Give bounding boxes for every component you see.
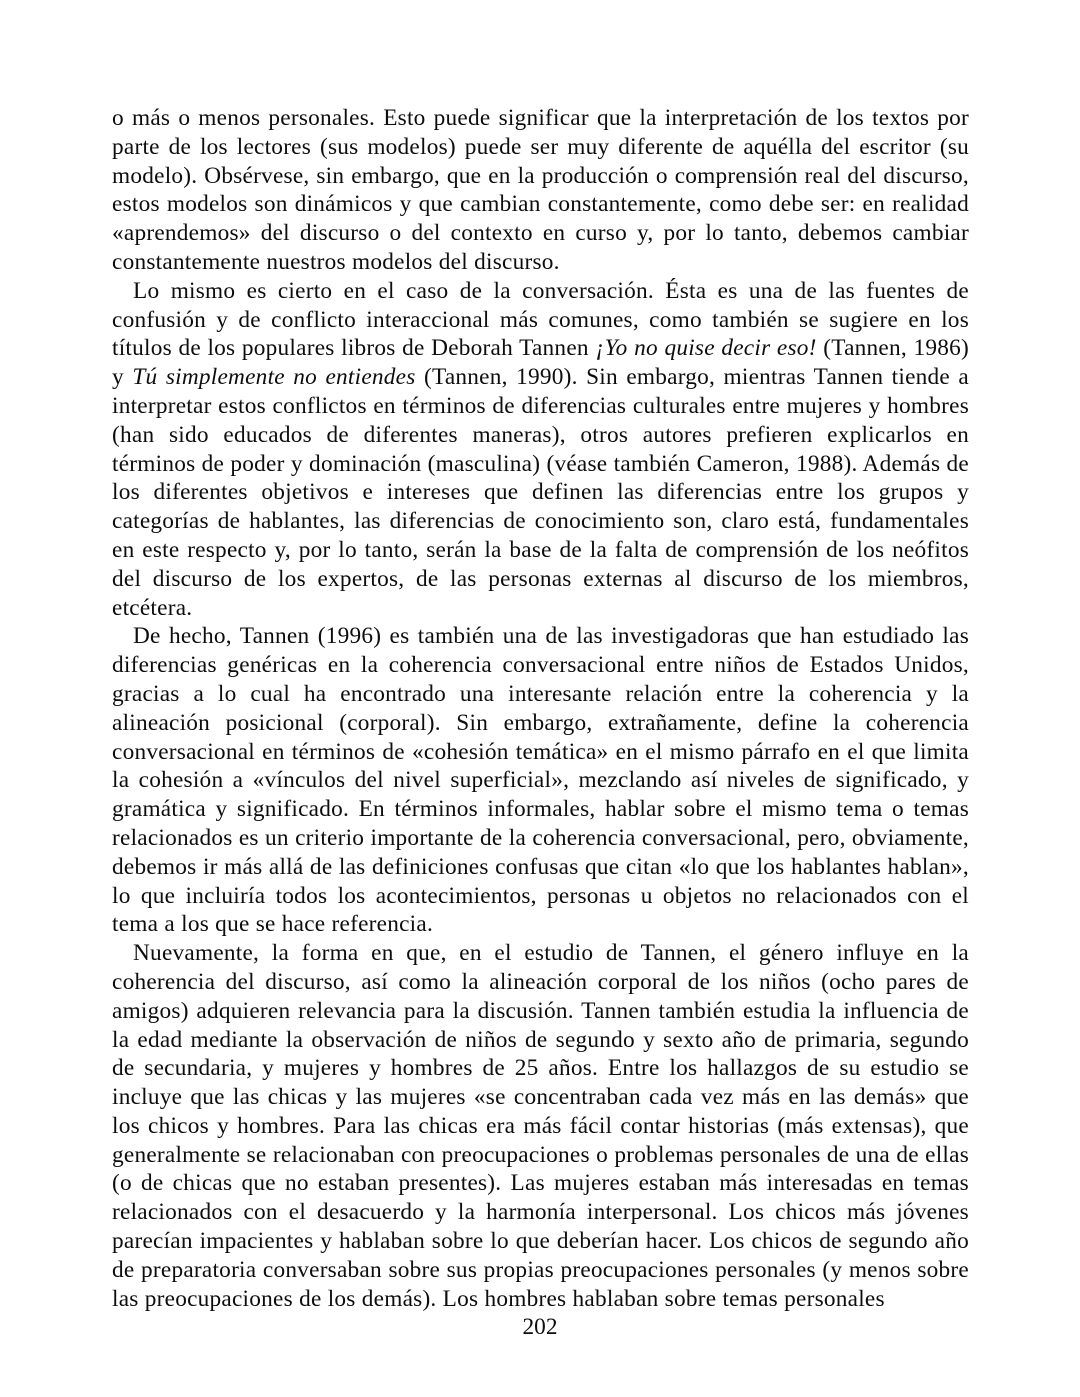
- text-run: (Tannen, 1986) y: [112, 335, 969, 391]
- page-text-body: [112, 104, 969, 1313]
- paragraph-1: [112, 104, 969, 277]
- italic-title: ¡Yo no quise decir eso!: [595, 335, 817, 362]
- text-run: (Tannen, 1990). Sin embargo, mientras Tannen tiende a interpretar estos conflictos en términos de diferencias culturales entre mujeres y hombres (han sido educados de diferentes maneras), otros autores prefieren explicarlos en términos de poder y dominación (masculina) (véase también Cameron, 1988). Además de los diferentes objetivos e intereses que definen las diferencias entre los grupos y categorías de hablantes, las diferencias de conocimiento son, claro está, fundamentales en este respecto y, por lo tanto, serán la base de la falta de comprensión de los neófitos del discurso de los expertos, de las personas externas al discurso de los miembros, etcétera.: [112, 364, 970, 621]
- text-run: De hecho, Tannen (1996) es también una de las investigadoras que han estudiado las diferencias genéricas en la coherencia conversacional entre niños de Estados Unidos, gracias a lo cual ha encontrado una interesante relación entre la coherencia y la alineación posicional (corporal). Sin embargo, extrañamente, define la coherencia conversacional en términos de «cohesión temática» en el mismo párrafo en el que limita la cohesión a «vínculos del nivel superficial», mezclando así niveles de significado, y gramática y significado. En términos informales, hablar sobre el mismo tema o temas relacionados es un criterio importante de la coherencia conversacional, pero, obviamente, debemos ir más allá de las definiciones confusas que citan «lo que los hablantes hablan», lo que incluiría todos los acontecimientos, personas u objetos no relacionados con el tema a los que se hace referencia.: [112, 623, 969, 938]
- paragraph-4: [112, 939, 969, 1313]
- page-number: 202: [522, 1314, 558, 1340]
- text-run: o más o menos personales. Esto puede significar que la interpretación de los textos por parte de los lectores (sus modelos) puede ser muy diferente de aquélla del escritor (su modelo). Obsérvese, sin embargo, que en la producción o comprensión real del discurso, estos modelos son dinámicos y que cambian constantemente, como debe ser: en realidad «aprendemos» del discurso o del contexto en curso y, por lo tanto, debemos cambiar constantemente nuestros modelos del discurso.: [112, 105, 969, 275]
- italic-title: Tú simplemente no entiendes: [132, 364, 416, 391]
- paragraph-3: [112, 622, 969, 939]
- text-run: Nuevamente, la forma en que, en el estudio de Tannen, el género influye en la coherencia del discurso, así como la alineación corporal de los niños (ocho pares de amigos) adquieren relevancia para la discusión. Tannen también estudia la influencia de la edad mediante la observación de niños de segundo y sexto año de primaria, segundo de secundaria, y mujeres y hombres de 25 años. Entre los hallazgos de su estudio se incluye que las chicas y las mujeres «se concentraban cada vez más en las demás» que los chicos y hombres. Para las chicas era más fácil contar historias (más extensas), que generalmente se relacionaban con preocupaciones o problemas personales de una de ellas (o de chicas que no estaban presentes). Las mujeres estaban más interesadas en temas relacionados con el desacuerdo y la harmonía interpersonal. Los chicos más jóvenes parecían impacientes y hablaban sobre lo que deberían hacer. Los chicos de segundo año de preparatoria conversaban sobre sus propias preocupaciones personales (y menos sobre las preocupaciones de los demás). Los hombres hablaban sobre temas personales: [112, 940, 969, 1312]
- text-run: Lo mismo es cierto en el caso de la conversación. Ésta es una de las fuentes de confusión y de conflicto interaccional más comunes, como también se sugiere en los títulos de los populares libros de Deborah Tannen: [112, 277, 969, 362]
- paragraph-2: [112, 277, 969, 623]
